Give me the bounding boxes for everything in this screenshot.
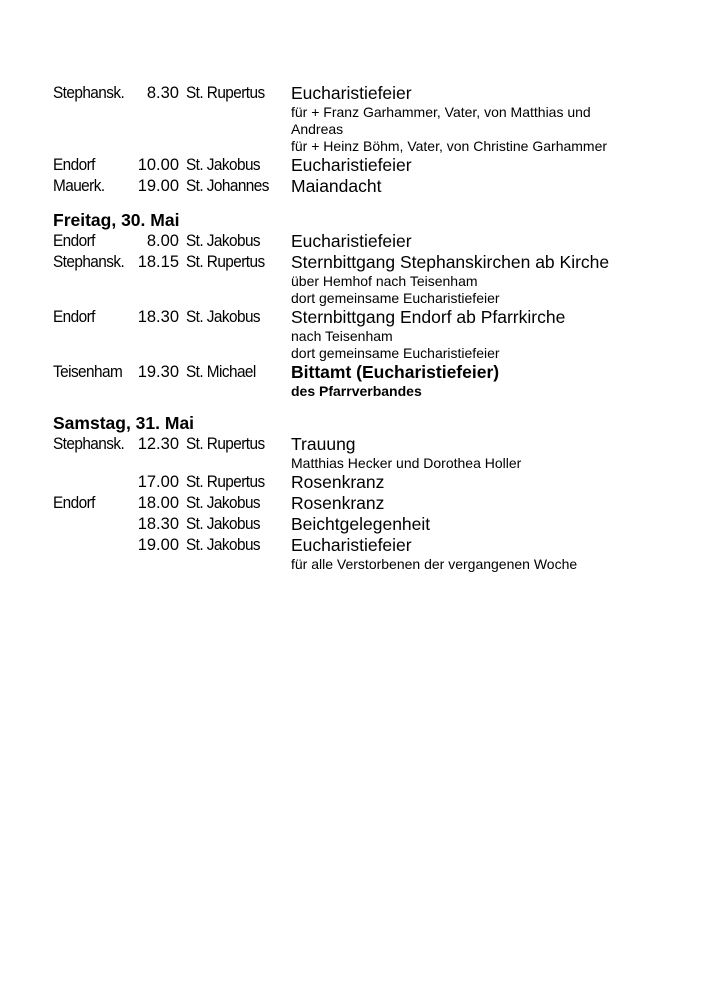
- entry-title: Eucharistiefeier: [291, 231, 412, 251]
- entry-event: [291, 434, 693, 472]
- entry-note: des Pfarrverbandes: [291, 383, 422, 399]
- entry-note: Matthias Hecker und Dorothea Holler: [291, 455, 522, 471]
- schedule-entry: [53, 252, 693, 307]
- entry-location: Stephansk.: [53, 84, 125, 102]
- entry-time: 10.00: [137, 156, 179, 174]
- entry-note: Andreas: [291, 121, 344, 137]
- entry-time: 18.00: [137, 494, 179, 512]
- schedule-entry: [53, 493, 693, 514]
- entry-event: [291, 493, 693, 514]
- entry-event: [291, 83, 693, 155]
- entry-event: [291, 307, 693, 362]
- schedule-entry: [53, 434, 693, 472]
- day-header: Freitag, 30. Mai: [53, 210, 180, 230]
- entry-title: Rosenkranz: [291, 493, 385, 513]
- service-schedule: [53, 83, 693, 573]
- entry-note: für alle Verstorbenen der vergangenen Woche: [291, 556, 578, 572]
- schedule-entry: [53, 176, 693, 197]
- schedule-entry: [53, 231, 693, 252]
- entry-time: 18.30: [137, 515, 179, 533]
- entry-church: St. Jakobus: [186, 232, 261, 250]
- entry-event: [291, 472, 693, 493]
- entry-church: St. Jakobus: [186, 494, 261, 512]
- entry-church: St. Jakobus: [186, 156, 261, 174]
- entry-note: für + Franz Garhammer, Vater, von Matthias und: [291, 104, 591, 120]
- entry-title: Rosenkranz: [291, 472, 385, 492]
- schedule-entry: [53, 535, 693, 573]
- entry-location: Endorf: [53, 308, 95, 326]
- entry-church: St. Johannes: [186, 177, 269, 195]
- day-header: Samstag, 31. Mai: [53, 413, 195, 433]
- entry-title: Beichtgelegenheit: [291, 514, 431, 534]
- entry-time: 8.30: [146, 84, 179, 102]
- schedule-entry: [53, 307, 693, 362]
- day-section: [53, 412, 693, 573]
- entry-note: nach Teisenham: [291, 328, 393, 344]
- entry-note: dort gemeinsame Eucharistiefeier: [291, 345, 500, 361]
- entry-event: [291, 176, 693, 197]
- day-section: [53, 209, 693, 400]
- schedule-entry: [53, 472, 693, 493]
- entry-time: 8.00: [146, 232, 179, 250]
- entry-title: Bittamt (Eucharistiefeier): [291, 362, 500, 382]
- entry-location: Endorf: [53, 232, 95, 250]
- entry-event: [291, 514, 693, 535]
- entry-church: St. Rupertus: [186, 253, 265, 271]
- entry-note: über Hemhof nach Teisenham: [291, 273, 478, 289]
- entry-location: Endorf: [53, 494, 95, 512]
- entry-title: Sternbittgang Endorf ab Pfarrkirche: [291, 307, 566, 327]
- day-section: [53, 83, 693, 197]
- entry-location: Stephansk.: [53, 253, 125, 271]
- entry-location: Teisenham: [53, 363, 123, 381]
- entry-church: St. Jakobus: [186, 536, 261, 554]
- entry-church: St. Rupertus: [186, 473, 265, 491]
- entry-note: für + Heinz Böhm, Vater, von Christine Garhammer: [291, 138, 608, 154]
- entry-church: St. Rupertus: [186, 435, 265, 453]
- entry-location: Stephansk.: [53, 435, 125, 453]
- entry-location: [53, 472, 126, 493]
- schedule-entry: [53, 83, 693, 155]
- entry-church: St. Jakobus: [186, 308, 261, 326]
- entry-title: Eucharistiefeier: [291, 155, 412, 175]
- entry-location: [53, 514, 126, 535]
- entry-title: Eucharistiefeier: [291, 83, 412, 103]
- entry-title: Trauung: [291, 434, 356, 454]
- entry-location: Mauerk.: [53, 177, 105, 195]
- entry-church: St. Michael: [186, 363, 256, 381]
- entry-location: Endorf: [53, 156, 95, 174]
- entry-title: Sternbittgang Stephanskirchen ab Kirche: [291, 252, 610, 272]
- entry-time: 19.00: [137, 536, 179, 554]
- entry-title: Maiandacht: [291, 176, 382, 196]
- entry-time: 18.30: [137, 308, 179, 326]
- entry-note: dort gemeinsame Eucharistiefeier: [291, 290, 500, 306]
- entry-church: St. Rupertus: [186, 84, 265, 102]
- entry-time: 19.30: [137, 363, 179, 381]
- entry-time: 17.00: [137, 473, 179, 491]
- schedule-entry: [53, 362, 693, 400]
- entry-event: [291, 362, 693, 400]
- entry-location: [53, 535, 126, 556]
- entry-title: Eucharistiefeier: [291, 535, 412, 555]
- schedule-entry: [53, 514, 693, 535]
- entry-time: 12.30: [137, 435, 179, 453]
- entry-event: [291, 155, 693, 176]
- entry-event: [291, 231, 693, 252]
- entry-event: [291, 535, 693, 573]
- entry-time: 18.15: [137, 253, 179, 271]
- schedule-entry: [53, 155, 693, 176]
- entry-church: St. Jakobus: [186, 515, 261, 533]
- entry-time: 19.00: [137, 177, 179, 195]
- entry-event: [291, 252, 693, 307]
